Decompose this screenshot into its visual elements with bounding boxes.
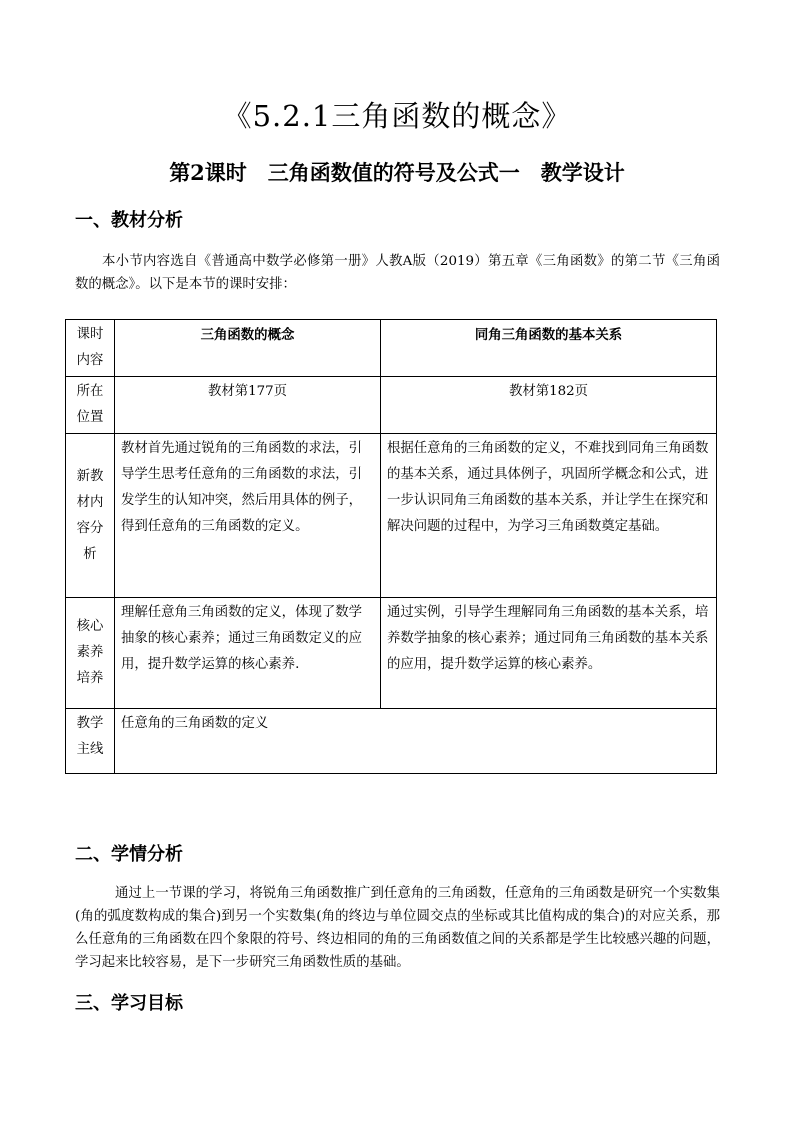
row-header-cell: 新教材内容分析 (66, 434, 115, 598)
lesson-schedule-table (65, 319, 717, 774)
document-subtitle: 第2课时 三角函数值的符号及公式一 教学设计 (169, 160, 625, 185)
table-row (66, 598, 717, 709)
table-row (66, 434, 717, 598)
table-cell: 教材第182页 (381, 377, 717, 434)
section-heading-learning-goals: 三、学习目标 (75, 993, 183, 1014)
table-cell: 教材第177页 (115, 377, 381, 434)
table-cell: 理解任意角三角函数的定义，体现了数学抽象的核心素养；通过三角函数定义的应用，提升数学运算的核心素养. (115, 598, 381, 709)
row-header-cell: 课时内容 (66, 320, 115, 377)
table-row (66, 320, 717, 377)
section-heading-learning-situation: 二、学情分析 (75, 844, 183, 865)
row-header-cell: 所在位置 (66, 377, 115, 434)
table-cell: 通过实例，引导学生理解同角三角函数的基本关系，培养数学抽象的核心素养；通过同角三角函数的基本关系的应用，提升数学运算的核心素养。 (381, 598, 717, 709)
table-cell: 同角三角函数的基本关系 (381, 320, 717, 377)
row-header-cell: 教学主线 (66, 709, 115, 774)
section-heading-materials: 一、教材分析 (75, 210, 183, 231)
learning-situation-paragraph: 通过上一节课的学习，将锐角三角函数推广到任意角的三角函数，任意角的三角函数是研究一个实数集(角的弧度数构成的集合)到另一个实数集(角的终边与单位圆交点的坐标或其比值构成的集合)的对应关系，那么任意角的三角函数在四个象限的符号、终边相同的角的三角函数值之间的关系都是学生比较感兴趣的问题，学习起来比较容易，是下一步研究三角函数性质的基础。 (75, 886, 720, 970)
table-cell: 三角函数的概念 (115, 320, 381, 377)
materials-intro-paragraph: 本小节内容选自《普通高中数学必修第一册》人教A版（2019）第五章《三角函数》的第二节《三角函数的概念》。以下是本节的课时安排： (75, 254, 720, 292)
table-row (66, 377, 717, 434)
table-cell: 根据任意角的三角函数的定义，不难找到同角三角函数的基本关系，通过具体例子，巩固所学概念和公式，进一步认识同角三角函数的基本关系，并让学生在探究和解决问题的过程中，为学习三角函数奠定基础。 (381, 434, 717, 598)
table-row (66, 709, 717, 774)
document-title: 《5.2.1三角函数的概念》 (222, 99, 572, 133)
table-cell: 任意角的三角函数的定义 (115, 709, 717, 774)
row-header-cell: 核心素养培养 (66, 598, 115, 709)
table-cell: 教材首先通过锐角的三角函数的求法，引导学生思考任意角的三角函数的求法，引发学生的认知冲突，然后用具体的例子，得到任意角的三角函数的定义。 (115, 434, 381, 598)
